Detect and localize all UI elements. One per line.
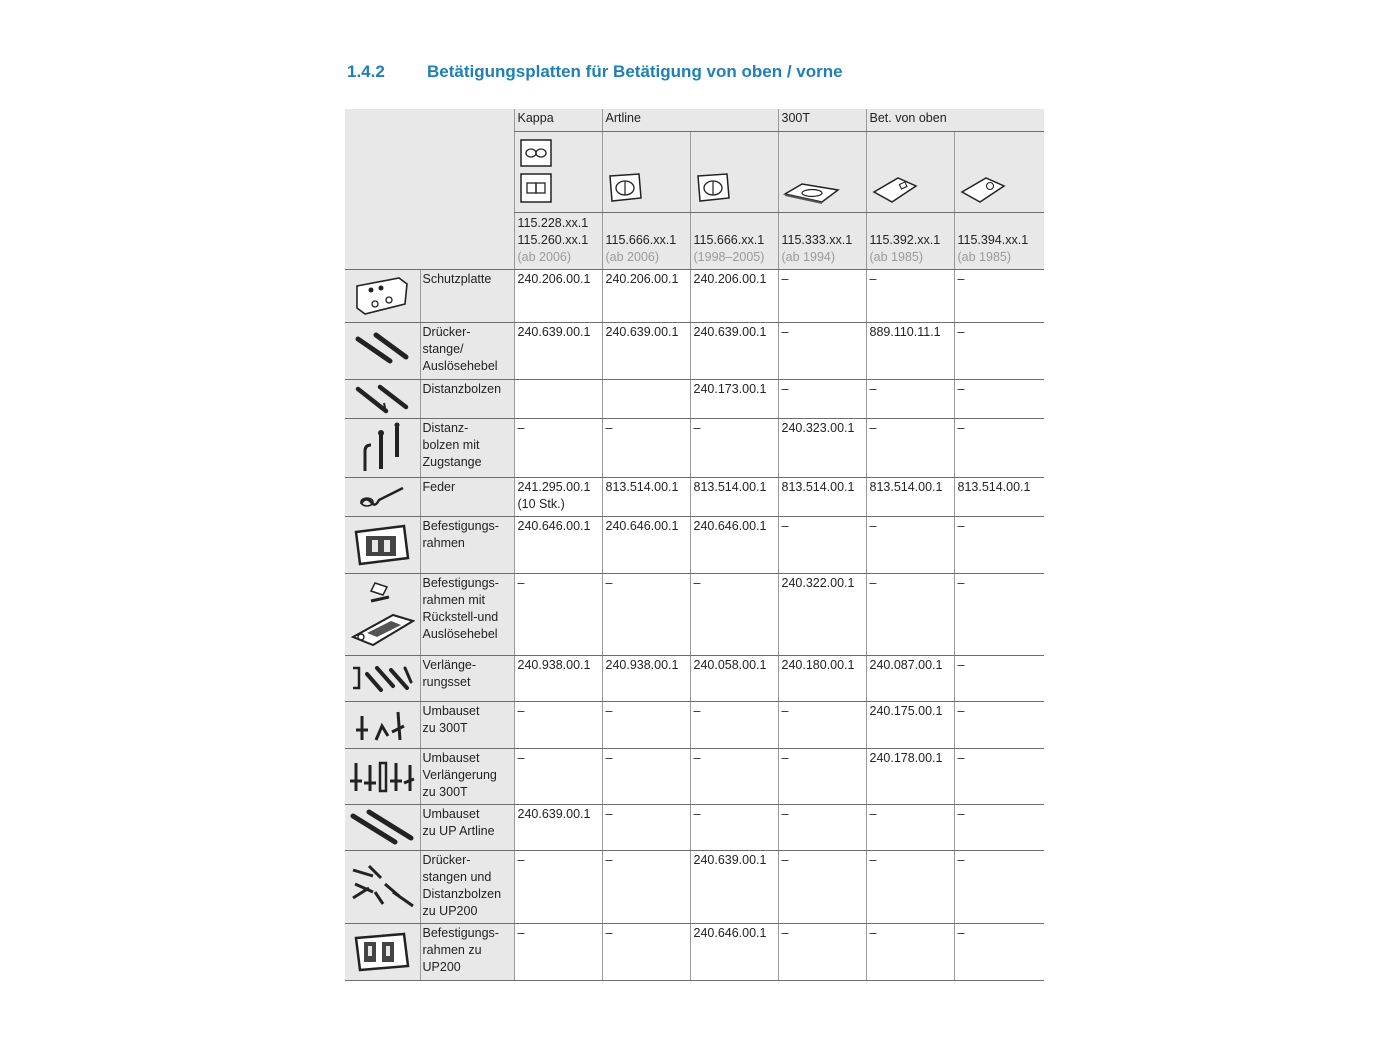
article-cell: 240.178.00.1 <box>866 749 954 805</box>
article-number: 115.333.xx.1 <box>781 233 853 247</box>
parts-table-wrapper <box>345 109 1044 981</box>
article-cell: – <box>954 924 1044 981</box>
article-cell: 240.206.00.1 <box>602 270 690 323</box>
article-cell: – <box>778 517 866 574</box>
article-cell: – <box>954 656 1044 702</box>
article-cell: 240.639.00.1 <box>514 805 602 851</box>
product-image-von-oben-394 <box>954 132 1044 213</box>
table-row <box>345 323 1044 380</box>
spacer-bolts-pull-rod-icon <box>357 421 407 475</box>
article-col-6 <box>954 213 1044 270</box>
article-col-2 <box>602 213 690 270</box>
article-cell: 240.639.00.1 <box>690 323 778 380</box>
part-label: Drücker- stange/ Auslösehebel <box>420 323 514 380</box>
parts-table-body <box>345 270 1044 981</box>
part-image-cell <box>345 702 420 749</box>
conversion-set-300t-icon <box>352 706 412 744</box>
article-number: 115.228.xx.1 <box>517 216 589 230</box>
article-cell: 813.514.00.1 <box>866 478 954 517</box>
article-number: 115.666.xx.1 <box>605 233 677 247</box>
article-year: (1998–2005) <box>693 250 765 264</box>
article-cell: – <box>954 419 1044 478</box>
article-cell: – <box>690 574 778 656</box>
article-number: 115.392.xx.1 <box>869 233 941 247</box>
article-cell: – <box>778 749 866 805</box>
article-cell: – <box>778 851 866 924</box>
section-heading <box>347 62 843 82</box>
article-cell: – <box>778 380 866 419</box>
part-image-cell <box>345 574 420 656</box>
article-cell <box>514 380 602 419</box>
article-cell: 240.639.00.1 <box>514 323 602 380</box>
article-cell: – <box>954 805 1044 851</box>
part-image-cell <box>345 380 420 419</box>
product-image-artline-new <box>602 132 690 213</box>
article-number: 115.394.xx.1 <box>957 233 1029 247</box>
part-label: Drücker- stangen und Distanzbolzen zu UP200 <box>420 851 514 924</box>
article-cell: 240.058.00.1 <box>690 656 778 702</box>
part-label: Verlänge- rungsset <box>420 656 514 702</box>
article-cell: 240.646.00.1 <box>602 517 690 574</box>
article-cell: 813.514.00.1 <box>954 478 1044 517</box>
article-cell: – <box>954 270 1044 323</box>
group-300t: 300T <box>778 109 866 132</box>
plate-von-oben-round-icon <box>958 174 1008 206</box>
article-cell: – <box>954 517 1044 574</box>
article-cell: – <box>778 270 866 323</box>
product-image-300t <box>778 132 866 213</box>
table-row <box>345 805 1044 851</box>
article-cell: – <box>778 924 866 981</box>
parts-table <box>345 109 1044 981</box>
mounting-frame-icon <box>352 522 412 568</box>
part-image-cell <box>345 419 420 478</box>
article-cell: – <box>866 419 954 478</box>
artline-plate-old-icon <box>694 170 734 206</box>
header-group-row <box>345 109 1044 132</box>
article-cell: – <box>602 805 690 851</box>
part-image-cell <box>345 656 420 702</box>
part-label: Distanzbolzen <box>420 380 514 419</box>
article-cell: 240.646.00.1 <box>690 517 778 574</box>
article-cell: – <box>866 270 954 323</box>
spring-icon <box>355 482 409 512</box>
article-cell: – <box>602 749 690 805</box>
article-cell: – <box>866 805 954 851</box>
article-col-4 <box>778 213 866 270</box>
article-year: (ab 1985) <box>957 250 1012 264</box>
part-label: Distanz- bolzen mit Zugstange <box>420 419 514 478</box>
article-cell: – <box>602 419 690 478</box>
article-year: (ab 2006) <box>605 250 660 264</box>
article-cell: – <box>514 702 602 749</box>
table-row <box>345 419 1044 478</box>
article-year: (ab 1985) <box>869 250 924 264</box>
article-cell: – <box>778 805 866 851</box>
product-image-kappa <box>514 132 602 213</box>
table-row <box>345 517 1044 574</box>
article-cell: 240.639.00.1 <box>690 851 778 924</box>
article-cell: – <box>954 574 1044 656</box>
article-col-5 <box>866 213 954 270</box>
part-image-cell <box>345 851 420 924</box>
part-label: Befestigungs- rahmen mit Rückstell-und Auslösehebel <box>420 574 514 656</box>
article-cell: 240.087.00.1 <box>866 656 954 702</box>
table-row <box>345 749 1044 805</box>
kappa-plates-icon <box>518 132 558 206</box>
article-cell: – <box>514 749 602 805</box>
article-cell: 240.639.00.1 <box>602 323 690 380</box>
part-image-cell <box>345 270 420 323</box>
article-cell: 813.514.00.1 <box>778 478 866 517</box>
plate-von-oben-icon <box>870 174 920 206</box>
part-image-cell <box>345 805 420 851</box>
extension-set-icon <box>349 660 415 698</box>
mounting-frame-up200-icon <box>352 930 412 974</box>
article-cell: – <box>778 323 866 380</box>
spacer-bolts-icon <box>352 381 412 417</box>
product-image-von-oben-392 <box>866 132 954 213</box>
article-cell: – <box>866 517 954 574</box>
article-cell: – <box>866 851 954 924</box>
plate-300t-icon <box>782 180 842 206</box>
article-cell: – <box>690 419 778 478</box>
article-year: (ab 1994) <box>781 250 836 264</box>
article-cell: – <box>954 702 1044 749</box>
product-image-artline-old <box>690 132 778 213</box>
part-label: Umbauset zu UP Artline <box>420 805 514 851</box>
article-cell: – <box>954 323 1044 380</box>
part-label: Befestigungs- rahmen zu UP200 <box>420 924 514 981</box>
article-cell: 889.110.11.1 <box>866 323 954 380</box>
conversion-extension-300t-icon <box>348 757 416 797</box>
part-image-cell <box>345 749 420 805</box>
table-row <box>345 656 1044 702</box>
mounting-frame-lever-icon <box>349 577 415 653</box>
section-title: Betätigungsplatten für Betätigung von oben / vorne <box>427 62 843 81</box>
article-cell <box>602 380 690 419</box>
push-rods-spacers-up200-icon <box>349 862 415 912</box>
part-label: Feder <box>420 478 514 517</box>
article-cell: 240.646.00.1 <box>514 517 602 574</box>
article-cell: – <box>602 924 690 981</box>
article-cell: 240.646.00.1 <box>690 924 778 981</box>
article-cell: – <box>514 574 602 656</box>
article-cell: 240.938.00.1 <box>514 656 602 702</box>
article-cell: – <box>866 380 954 419</box>
part-label: Umbauset zu 300T <box>420 702 514 749</box>
part-image-cell <box>345 478 420 517</box>
table-row <box>345 851 1044 924</box>
article-col-1 <box>514 213 602 270</box>
table-row <box>345 924 1044 981</box>
header-corner <box>345 109 514 270</box>
article-cell: – <box>514 851 602 924</box>
article-cell: – <box>866 924 954 981</box>
group-artline: Artline <box>602 109 778 132</box>
artline-plate-icon <box>606 170 646 206</box>
article-cell: – <box>690 749 778 805</box>
table-row <box>345 380 1044 419</box>
group-kappa: Kappa <box>514 109 602 132</box>
conversion-up-artline-icon <box>349 808 415 848</box>
article-cell: 813.514.00.1 <box>690 478 778 517</box>
article-cell: 813.514.00.1 <box>602 478 690 517</box>
article-cell: – <box>954 851 1044 924</box>
table-row <box>345 574 1044 656</box>
part-label: Umbauset Verlängerung zu 300T <box>420 749 514 805</box>
article-cell: 240.173.00.1 <box>690 380 778 419</box>
article-cell: – <box>866 574 954 656</box>
article-col-3 <box>690 213 778 270</box>
article-cell: 240.938.00.1 <box>602 656 690 702</box>
part-image-cell <box>345 517 420 574</box>
article-cell: – <box>514 924 602 981</box>
article-number: 115.666.xx.1 <box>693 233 765 247</box>
part-label: Schutzplatte <box>420 270 514 323</box>
article-cell: – <box>954 380 1044 419</box>
article-year: (ab 2006) <box>517 250 572 264</box>
article-cell: – <box>602 574 690 656</box>
article-cell: 240.323.00.1 <box>778 419 866 478</box>
article-cell: – <box>690 805 778 851</box>
article-cell: 240.206.00.1 <box>690 270 778 323</box>
article-cell: 240.322.00.1 <box>778 574 866 656</box>
protection-plate-icon <box>351 274 413 318</box>
article-cell: 240.180.00.1 <box>778 656 866 702</box>
article-cell: – <box>602 851 690 924</box>
article-number: 115.260.xx.1 <box>517 233 589 247</box>
article-cell: – <box>954 749 1044 805</box>
section-number: 1.4.2 <box>347 62 385 81</box>
push-rods-icon <box>352 331 412 371</box>
part-image-cell <box>345 924 420 981</box>
group-von-oben: Bet. von oben <box>866 109 1044 132</box>
part-image-cell <box>345 323 420 380</box>
part-label: Befestigungs- rahmen <box>420 517 514 574</box>
article-cell: – <box>514 419 602 478</box>
article-cell: – <box>690 702 778 749</box>
table-row <box>345 478 1044 517</box>
article-cell: 240.206.00.1 <box>514 270 602 323</box>
table-row <box>345 270 1044 323</box>
article-cell: 240.175.00.1 <box>866 702 954 749</box>
article-cell: – <box>602 702 690 749</box>
article-cell: 241.295.00.1 (10 Stk.) <box>514 478 602 517</box>
table-row <box>345 702 1044 749</box>
article-cell: – <box>778 702 866 749</box>
